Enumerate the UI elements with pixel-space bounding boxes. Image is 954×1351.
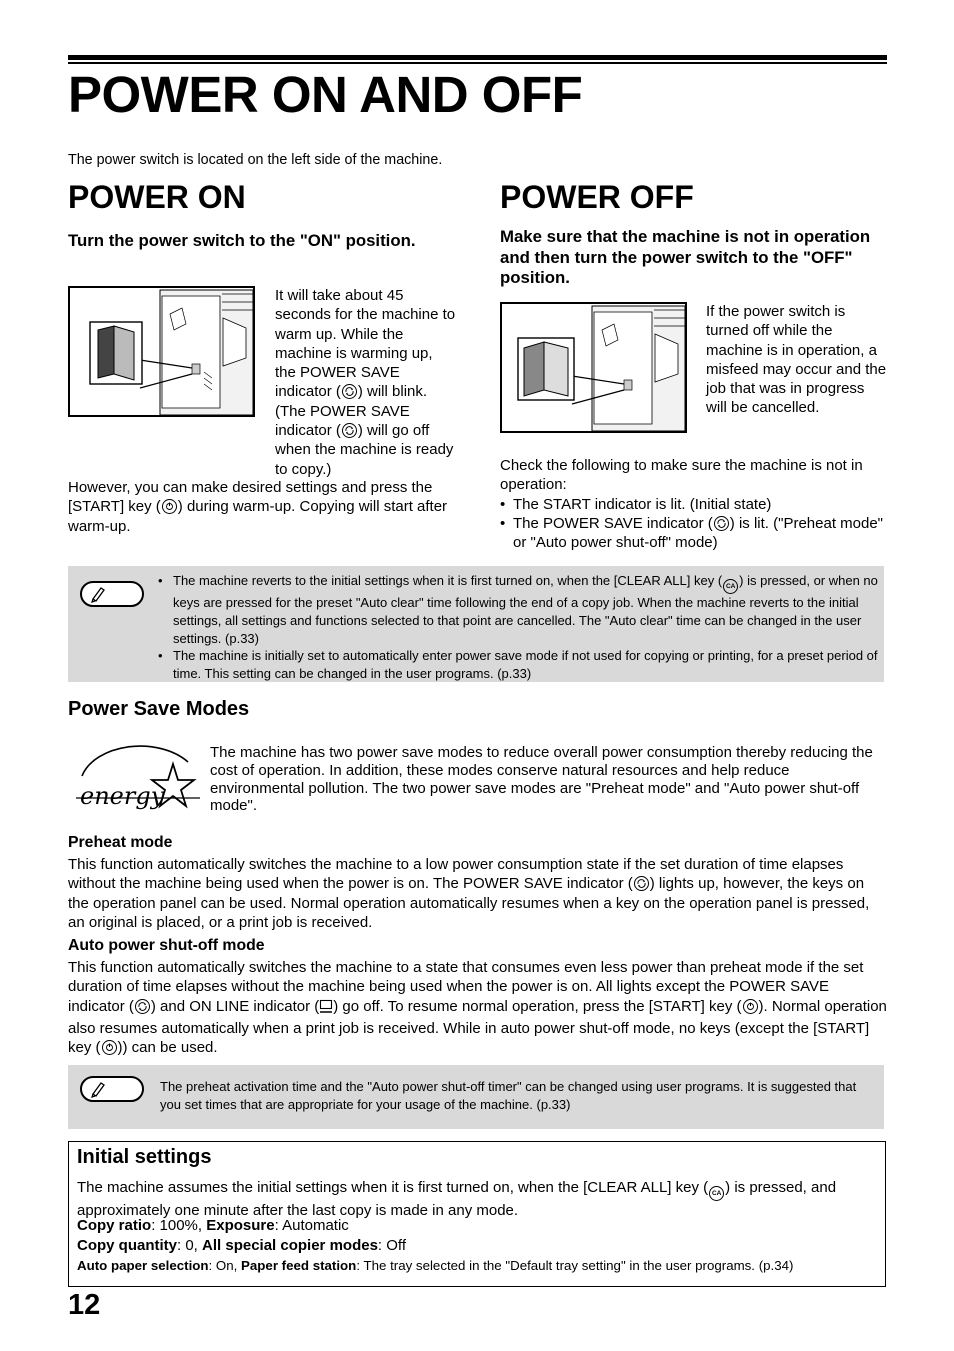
note-1-text [158,572,878,683]
power-on-body [68,478,453,536]
auto-shutoff-heading: Auto power shut-off mode [68,937,265,954]
check-item-1: • The START indicator is lit. (Initial state) [500,495,888,514]
note-1-item-1-b: ) is pressed, or when no keys are pressed for the preset "Auto clear" time following the end of a copy job. When the machine reverts to the initial settings, all settings and functions selected to that point are cancelled. The "Auto clear" time can be changed in the user settings. (p.33) [173,573,878,646]
power-save-intro: The machine has two power save modes to reduce overall power consumption thereby reducing the cost of operation. In addition, these modes conserve natural resources and help reduce environmental pollution. The two power save modes are "Preheat mode" and "Auto power shut-off mode". [210,744,873,815]
start-key-icon [102,1040,117,1055]
initial-settings-text-b: ) is pressed, and approximately one minute after the last copy is made in any mode. [77,1179,837,1219]
power-save-icon [714,516,729,531]
energy-star-icon [70,738,205,820]
start-key-icon [743,999,758,1014]
auto-shutoff-e: )) can be used. [117,1039,218,1057]
note-box-2 [68,1065,884,1129]
initial-settings-text [77,1178,877,1220]
exposure-value: : Automatic [274,1217,349,1234]
energy-star-logo [70,738,205,820]
power-on-side-text-2: ) will blink. (The POWER SAVE indicator ( [275,383,428,440]
paper-selection-value: : On, [208,1258,242,1273]
power-off-switch-illustration [500,302,687,433]
energy-logo-text: energy [80,782,165,810]
power-save-icon [135,999,150,1014]
power-on-side-text [275,286,457,479]
page-number: 12 [68,1289,101,1321]
special-modes-value: : Off [377,1237,406,1254]
power-on-lead: Turn the power switch to the "ON" position. [68,231,416,250]
power-on-body-2: ) during warm-up. Copying will start after warm-up. [68,498,448,535]
power-off-lead: Make sure that the machine is not in operation and then turn the power switch to the "OFF" position. [500,227,871,287]
clear-all-key-icon: CA [709,1186,724,1201]
page-title: POWER ON AND OFF [68,66,583,123]
power-save-heading: Power Save Modes [68,698,250,720]
note-1-item-1 [158,572,878,647]
auto-shutoff-body [68,958,888,1057]
preheat-body-b: ) lights up, however, the keys on the operation panel can be used. Normal operation automatically resumes when a key on the operation panel is pressed, an original is placed, or a print job is received. [68,875,870,931]
copy-ratio-line [77,1216,349,1235]
copy-ratio-value: : 100%, [151,1217,207,1234]
preheat-body [68,855,886,932]
auto-shutoff-b: ) and ON LINE indicator ( [150,997,320,1015]
note-box-1 [68,566,884,682]
exposure-label: Exposure [206,1217,275,1234]
note-1-item-1-a: The machine reverts to the initial settings when it is first turned on, when the [CLEAR ALL] key ( [173,573,723,588]
preheat-body-a: This function automatically switches the machine to a low power consumption state if the set duration of time elapses without the machine being used when the power is on. The POWER SAVE indicator ( [68,856,844,893]
power-off-check [500,456,888,552]
note-2-text: The preheat activation time and the "Auto power shut-off timer" can be changed using user programs. It is suggested that you set times that are appropriate for your usage of the machine. (p.33) [160,1079,857,1112]
paper-selection-label: Auto paper selection [77,1258,209,1273]
power-switch-on-icon [70,288,253,415]
copy-quantity-label: Copy quantity [77,1237,177,1254]
special-modes-label: All special copier modes [202,1237,378,1254]
paper-feed-label: Paper feed station [241,1258,357,1273]
power-save-icon [342,384,357,399]
note-pencil-icon [80,1076,144,1102]
check-intro: Check the following to make sure the machine is not in operation: [500,457,863,494]
power-save-icon [342,423,357,438]
check-item-2 [500,514,888,553]
initial-settings-box [68,1141,886,1287]
intro-text: The power switch is located on the left side of the machine. [68,152,443,168]
power-on-heading: POWER ON [68,179,246,215]
paper-feed-value: : The tray selected in the "Default tray setting" in the user programs. (p.34) [356,1258,794,1273]
initial-settings-text-a: The machine assumes the initial settings when it is first turned on, when the [CLEAR ALL] key ( [77,1179,709,1196]
auto-shutoff-c: ) go off. To resume normal operation, press the [START] key ( [333,997,742,1015]
power-off-heading: POWER OFF [500,179,694,215]
copy-ratio-label: Copy ratio [77,1217,152,1234]
auto-shutoff-d: ). Normal operation also resumes automatically when a print job is received. While in auto power shut-off mode, no keys (except the [START] key ( [68,997,887,1057]
start-key-icon [162,499,177,514]
note-1-list [158,572,878,683]
power-on-side-text-3: ) will go off when the machine is ready to copy.) [275,422,454,478]
copy-quantity-value: : 0, [177,1237,203,1254]
online-indicator-icon [319,999,333,1019]
check-list [500,495,888,553]
check-item-2-b: ) is lit. ("Preheat mode" or "Auto power shut-off" mode) [513,514,883,552]
check-item-2-a: The POWER SAVE indicator ( [513,514,713,532]
note-pencil-icon [80,581,144,607]
power-save-icon [634,876,649,891]
power-switch-off-icon [502,304,685,431]
auto-shutoff-a: This function automatically switches the machine to a state that consumes even less power than preheat mode if the set duration of time elapses without the machine being used when the power is on. All lights except the POWER SAVE indicator ( [68,959,864,1015]
power-on-switch-illustration [68,286,255,417]
copy-quantity-line [77,1236,406,1255]
initial-settings-heading: Initial settings [77,1146,212,1168]
paper-selection-line [77,1257,793,1274]
note-1-item-2: • The machine is initially set to automatically enter power save mode if not used for copying or printing, for a preset period of time. This setting can be changed in the user programs. (p.33) [158,647,878,683]
header-rule-thick [68,55,887,60]
clear-all-key-icon: CA [723,579,738,594]
header-rule-thin [68,62,887,64]
power-on-side-text-1: It will take about 45 seconds for the machine to warm up. While the machine is warming up, the POWER SAVE indicator ( [275,287,456,401]
power-on-body-1: However, you can make desired settings and press the [START] key ( [68,479,433,516]
preheat-heading: Preheat mode [68,834,173,851]
power-off-side-text: If the power switch is turned off while the machine is in operation, a misfeed may occur and the job that was in progress will be cancelled. [706,303,887,417]
